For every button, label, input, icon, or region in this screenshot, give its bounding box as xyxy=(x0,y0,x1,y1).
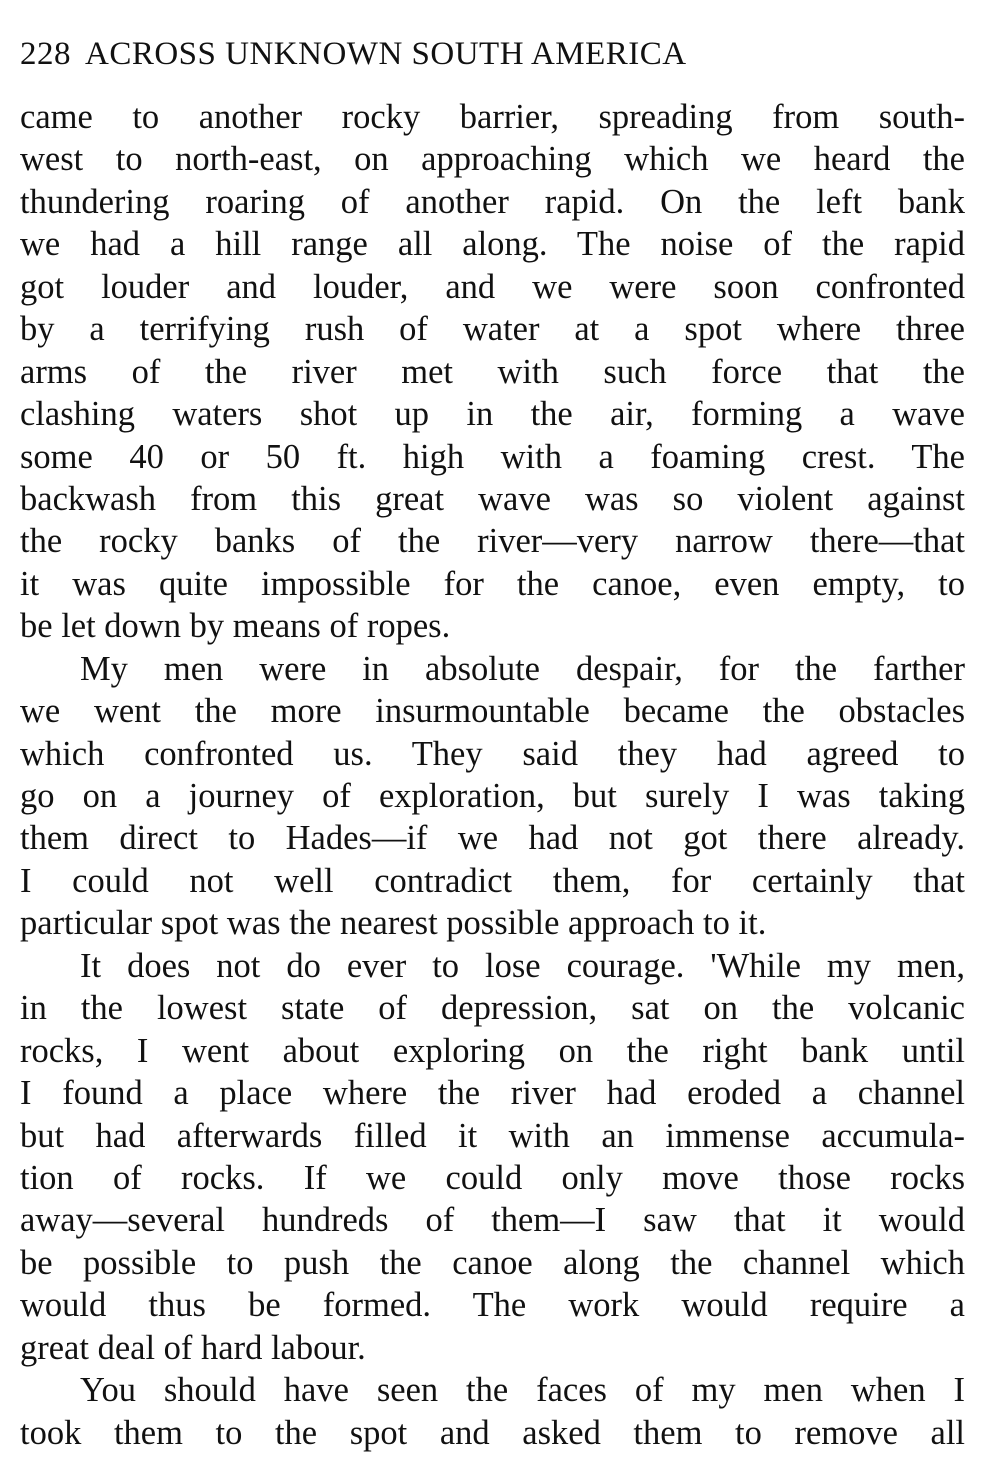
paragraph xyxy=(20,648,965,945)
text-line: I could not well contradict them, for certainly that xyxy=(20,861,965,900)
text-line: arms of the river met with such force that the xyxy=(20,352,965,391)
text-line: we had a hill range all along. The noise of the rapid xyxy=(20,225,965,264)
page-number: 228 xyxy=(20,36,71,72)
text-line: which confronted us. They said they had agreed to xyxy=(20,734,965,773)
text-line: away—several hundreds of them—I saw that it would xyxy=(20,1201,965,1240)
book-title: ACROSS UNKNOWN SOUTH AMERICA xyxy=(85,36,687,72)
text-line: some 40 or 50 ft. high with a foaming crest. The xyxy=(20,437,965,476)
text-line: in the lowest state of depression, sat on the volcanic xyxy=(20,989,965,1028)
text-line: came to another rocky barrier, spreading from south- xyxy=(20,98,965,136)
text-line: My men were in absolute despair, for the farther xyxy=(80,649,965,688)
paragraph xyxy=(20,945,965,1369)
paragraph xyxy=(20,96,965,648)
text-line: by a terrifying rush of water at a spot where three xyxy=(20,310,965,349)
text-line: thundering roaring of another rapid. On the left bank xyxy=(20,182,965,221)
text-line: backwash from this great wave was so violent against xyxy=(20,479,965,518)
text-line: west to north-east, on approaching which we heard the xyxy=(20,140,965,179)
text-line: I found a place where the river had eroded a channel xyxy=(20,1074,965,1113)
text-line: would thus be formed. The work would require a xyxy=(20,1286,965,1325)
text-line: tion of rocks. If we could only move those rocks xyxy=(20,1158,965,1197)
text-line: took them to the spot and asked them to remove all xyxy=(20,1413,965,1452)
running-head xyxy=(20,32,687,76)
text-line: be possible to push the canoe along the channel which xyxy=(20,1243,965,1282)
text-line: rocks, I went about exploring on the right bank until xyxy=(20,1031,965,1070)
text-line: them direct to Hades—if we had not got there already. xyxy=(20,819,965,858)
paragraph xyxy=(20,1369,965,1454)
text-line: You should have seen the faces of my men when I xyxy=(80,1371,965,1410)
text-line: particular spot was the nearest possible approach to it. xyxy=(20,904,767,943)
text-line: be let down by means of ropes. xyxy=(20,607,451,646)
text-line: clashing waters shot up in the air, forming a wave xyxy=(20,395,965,434)
text-line: the rocky banks of the river—very narrow there—that xyxy=(20,522,965,561)
text-line: go on a journey of exploration, but surely I was taking xyxy=(20,777,965,815)
body-text xyxy=(20,96,965,1454)
text-line: but had afterwards filled it with an immense accumula- xyxy=(20,1116,965,1155)
text-line: got louder and louder, and we were soon confronted xyxy=(20,267,965,306)
text-line: we went the more insurmountable became the obstacles xyxy=(20,692,965,731)
text-line: it was quite impossible for the canoe, even empty, to xyxy=(20,564,965,603)
text-line: great deal of hard labour. xyxy=(20,1328,366,1367)
text-line: It does not do ever to lose courage. 'While my men, xyxy=(80,946,965,985)
